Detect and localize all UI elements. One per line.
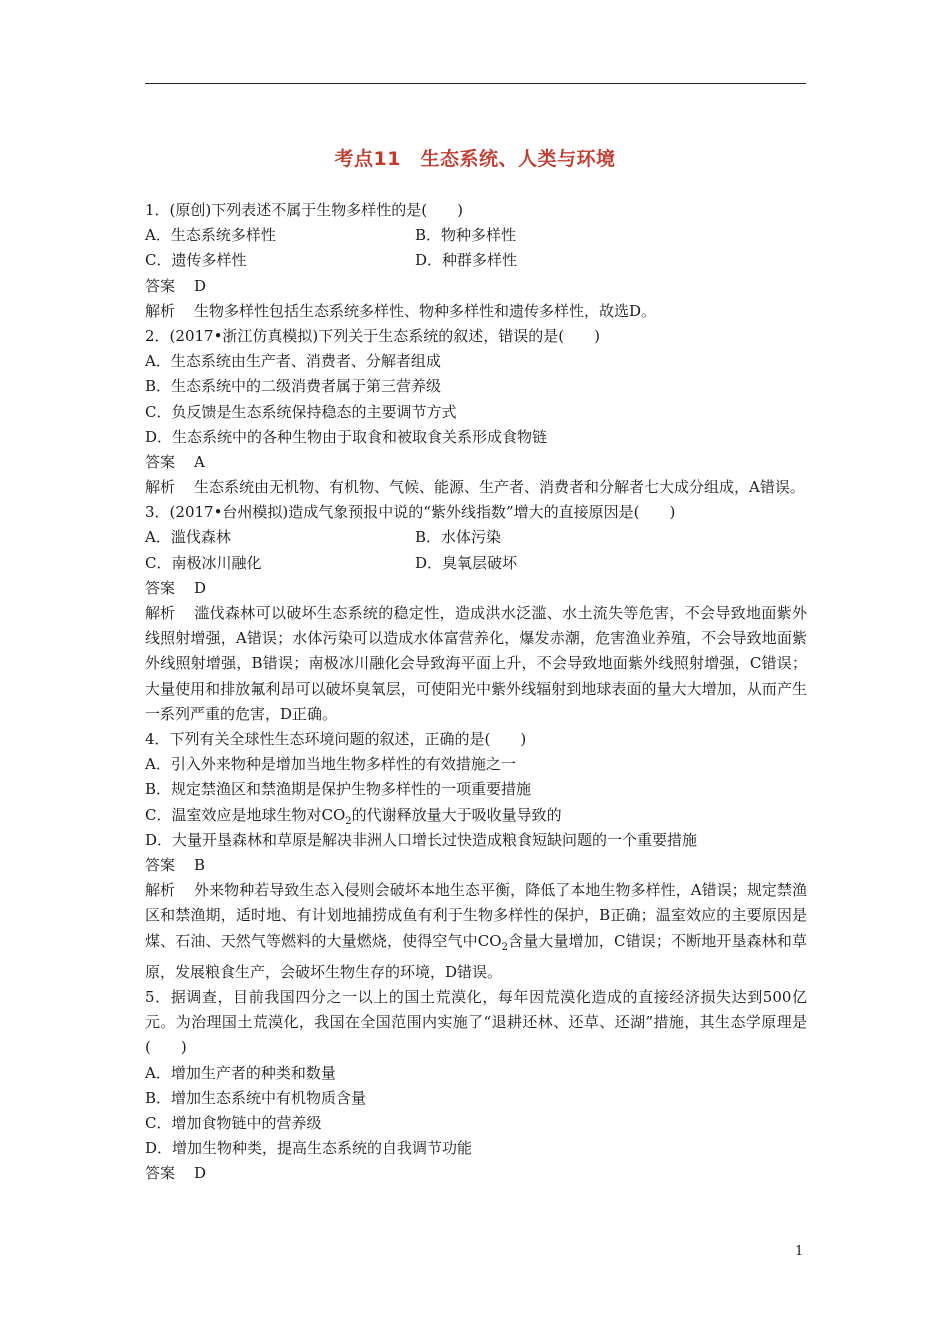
question-4-answer (145, 853, 807, 878)
analysis-label: 解析 (145, 604, 176, 623)
analysis-text: 生物多样性包括生态系统多样性、物种多样性和遗传多样性，故选D。 (194, 301, 657, 320)
question-4-analysis (145, 878, 807, 985)
answer-value: A (194, 452, 205, 471)
analysis-label: 解析 (145, 881, 176, 900)
answer-value: D (194, 1164, 207, 1183)
option-b: B．物种多样性 (415, 226, 517, 245)
question-1-analysis (145, 299, 807, 324)
option-c: C．增加食物链中的营养级 (145, 1113, 322, 1132)
option-c-text: C．温室效应是地球生物对CO (145, 805, 346, 824)
analysis-text: 滥伐森林可以破坏生态系统的稳定性，造成洪水泛滥、水土流失等危害，不会导致地面紫外线照射增强，A错误；水体污染可以造成水体富营养化，爆发赤潮，危害渔业养殖，不会导致地面紫外线照射增强，B错误；南极冰川融化会导致海平面上升，不会导致地面紫外线照射增强，C错误；大量使用和排放氟利昂可以破坏臭氧层，可使阳光中紫外线辐射到地球表面的量大大增加，从而产生一系列严重的危害，D正确。 (145, 604, 807, 723)
page-title: 考点11 生态系统、人类与环境 (334, 148, 616, 170)
option-a: A．生态系统由生产者、消费者、分解者组成 (145, 352, 441, 371)
option-b: B．生态系统中的二级消费者属于第三营养级 (145, 377, 442, 396)
option-c: C．遗传多样性 (145, 251, 247, 270)
answer-value: D (194, 276, 207, 295)
page-number: 1 (795, 1244, 804, 1259)
option-a: A．生态系统多样性 (145, 226, 276, 245)
analysis-text: 生态系统由无机物、有机物、气候、能源、生产者、消费者和分解者七大成分组成，A错误。 (194, 478, 805, 497)
document-body (145, 198, 807, 1187)
analysis-label: 解析 (145, 478, 176, 497)
answer-value: B (194, 855, 206, 874)
option-b: B．水体污染 (415, 528, 502, 547)
answer-label: 答案 (145, 452, 176, 471)
question-1-answer (145, 274, 807, 299)
answer-label: 答案 (145, 276, 176, 295)
question-3-options-row2 (145, 551, 807, 576)
question-3-analysis (145, 601, 807, 727)
subscript: 2 (501, 941, 508, 953)
question-2-analysis (145, 475, 807, 500)
option-c (145, 803, 807, 828)
option-d: D．增加生物种类，提高生态系统的自我调节功能 (145, 1139, 473, 1158)
question-2-answer (145, 450, 807, 475)
answer-label: 答案 (145, 578, 176, 597)
analysis-text: 外来物种若导致生态入侵则会破坏本地生态平衡，降低了本地生物多样性，A错误；规定禁渔区和禁渔期，适时地、有计划地捕捞成鱼有利于生物多样性的保护，B正确；温室效应的主要原因是煤、石油、天然气等燃料的大量燃烧，使得空气中CO (145, 881, 807, 950)
option-c: C．南极冰川融化 (145, 553, 262, 572)
question-1-options-row2 (145, 248, 807, 273)
header-rule (145, 83, 806, 84)
subscript: 2 (345, 815, 352, 827)
answer-label: 答案 (145, 855, 176, 874)
question-2-stem: 2．(2017•浙江仿真模拟)下列关于生态系统的叙述，错误的是( ) (145, 326, 600, 345)
option-c: C．负反馈是生态系统保持稳态的主要调节方式 (145, 402, 457, 421)
question-1-options-row1 (145, 223, 807, 248)
option-a: A．滥伐森林 (145, 528, 231, 547)
question-1-stem: 1．(原创)下列表述不属于生物多样性的是( ) (145, 201, 463, 219)
analysis-text-rest: 含量大量增加，C错误；不断地开垦森林和草原，发展粮食生产，会破坏生物生存的环境，D错误。 (145, 931, 808, 981)
option-a: A．引入外来物种是增加当地生物多样性的有效措施之一 (145, 755, 516, 774)
option-d: D．大量开垦森林和草原是解决非洲人口增长过快造成粮食短缺问题的一个重要措施 (145, 830, 698, 849)
option-c-text-rest: 的代谢释放量大于吸收量导致的 (351, 805, 562, 824)
answer-label: 答案 (145, 1164, 176, 1183)
option-d: D．臭氧层破坏 (415, 553, 518, 572)
question-4-stem: 4．下列有关全球性生态环境问题的叙述，正确的是( ) (145, 730, 527, 749)
answer-value: D (194, 578, 207, 597)
option-d: D．种群多样性 (415, 251, 518, 270)
analysis-label: 解析 (145, 301, 176, 320)
option-d: D．生态系统中的各种生物由于取食和被取食关系形成食物链 (145, 427, 548, 446)
option-a: A．增加生产者的种类和数量 (145, 1063, 336, 1082)
question-3-options-row1 (145, 525, 807, 550)
question-5-answer (145, 1161, 807, 1186)
question-3-answer (145, 576, 807, 601)
option-b: B．规定禁渔区和禁渔期是保护生物多样性的一项重要措施 (145, 780, 532, 799)
question-3-stem: 3．(2017•台州模拟)造成气象预报中说的“紫外线指数”增大的直接原因是( ) (145, 503, 676, 522)
option-b: B．增加生态系统中有机物质含量 (145, 1088, 367, 1107)
question-5-stem: 5．据调查，目前我国四分之一以上的国土荒漠化，每年因荒漠化造成的直接经济损失达到500亿元。为治理国土荒漠化，我国在全国范围内实施了“退耕还林、还草、还湖”措施，其生态学原理是( ) (145, 987, 807, 1057)
